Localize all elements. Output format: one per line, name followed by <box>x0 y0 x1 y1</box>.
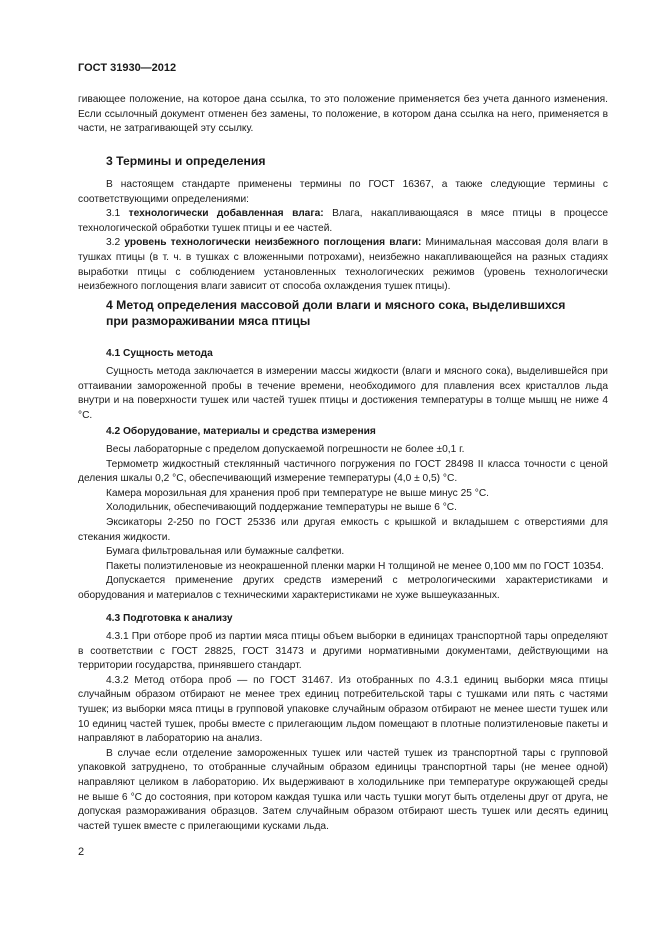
section-4-heading-line2: при размораживании мяса птицы <box>106 314 311 328</box>
section-4-1-heading: 4.1 Сущность метода <box>106 348 213 359</box>
section-4-2-heading: 4.2 Оборудование, материалы и средства измерения <box>106 426 376 437</box>
clause-4-3-1: 4.3.1 При отборе проб из партии мяса птицы объем выборки в единицах транспортной тары определяют в соответствии с ГОСТ 28825, ГОСТ 31473 и другими нормативными документами, действующими на территории государства, принявшего стандарт. <box>78 631 608 672</box>
equipment-item: Холодильник, обеспечивающий поддержание температуры не выше 6 °С. <box>106 502 457 514</box>
section-4-1-text: Сущность метода заключается в измерении массы жидкости (влаги и мясного сока), выделившейся при оттаивании замороженной пробы в течение времени, необходимого для плавления всех кристаллов льда внутри и на поверхности тушек или частей тушек птицы и достижения температуры в толще мышц не ниже 4 °С. <box>78 366 608 421</box>
term-3-1 <box>78 207 608 236</box>
section-3-heading: 3 Термины и определения <box>106 154 266 168</box>
section-3-body <box>78 178 608 295</box>
term-3-1-term: технологически добавленная влага: <box>128 208 324 220</box>
clause-4-3-2-continuation: В случае если отделение замороженных тушек или частей тушек из транспортной тары с групповой упаковкой затруднено, то отобранные случайным образом единицы транспортной тары (не менее одной) направляют целиком в лабораторию. Их выдерживают в холодильнике при температуре окружающей среды не выше 6 °С до состояния, при котором каждая тушка или часть тушки могут быть отделены друг от друга, не допуская размораживания образцов. Затем случайным образом отбирают шесть тушек или десять единиц частей тушек вместе с прилегающими кусками льда. <box>78 747 608 832</box>
section-4-3-heading: 4.3 Подготовка к анализу <box>106 613 233 624</box>
term-3-1-definition: Влага, накапливающаяся в мясе птицы в процессе технологической обработки тушек птицы и ее частей. <box>78 208 608 234</box>
equipment-item: Бумага фильтровальная или бумажные салфетки. <box>106 546 345 558</box>
equipment-item: Термометр жидкостный стеклянный частичного погружения по ГОСТ 28498 II класса точности с ценой деления шкалы 0,2 °С, обеспечивающий измерение температуры (4,0 ± 0,5) °С. <box>78 458 608 485</box>
term-3-2-definition: Минимальная массовая доля влаги в тушках птицы (в т. ч. в тушках с вложенными потрохами), неизбежно накапливающейся на разных стадиях выработки птицы с соблюдением установленных технологических режимов (уровень технологически неизбежного поглощения влаги зависит от способа охлаждения тушек птицы). <box>78 237 608 293</box>
page-number: 2 <box>78 846 85 858</box>
term-3-2-term: уровень технологически неизбежного поглощения влаги: <box>124 237 422 249</box>
section-4-1-body <box>78 365 608 423</box>
continuation-text <box>78 93 608 137</box>
term-3-1-number: 3.1 <box>106 208 129 220</box>
equipment-item: Камера морозильная для хранения проб при температуре не выше минус 25 °С. <box>106 487 490 499</box>
equipment-item: Пакеты полиэтиленовые из неокрашенной пленки марки Н толщиной не менее 0,100 мм по ГОСТ 10354. <box>106 560 604 572</box>
section-4-2-body <box>78 443 608 604</box>
continuation-paragraph: гивающее положение, на которое дана ссылка, то это положение применяется без учета данного изменения. Если ссылочный документ отменен без замены, то положение, в котором дана ссылка на него, применяется в части, не затрагивающей эту ссылку. <box>78 94 608 135</box>
clause-4-3-2: 4.3.2 Метод отбора проб — по ГОСТ 31467. Из отобранных по 4.3.1 единиц выборки мяса птицы случайным образом отбирают не менее трех единиц потребительской тары с тушками или пять с частями тушек; из выборки мяса птицы в групповой упаковке случайным образом отбирают не менее шести тушек или 10 единиц частей тушек, пробы вместе с прилегающим льдом помещают в плотные полиэтиленовые пакеты и направляют в лабораторию на анализ. <box>78 674 608 745</box>
equipment-item: Весы лабораторные с пределом допускаемой погрешности не более ±0,1 г. <box>106 444 465 455</box>
term-3-2 <box>78 236 608 294</box>
document-header: ГОСТ 31930—2012 <box>78 62 177 74</box>
term-3-2-number: 3.2 <box>106 237 125 249</box>
section-4-3-body <box>78 630 608 834</box>
section-4-heading <box>106 297 565 329</box>
section-3-intro: В настоящем стандарте применены термины по ГОСТ 16367, а также следующие термины с соответствующими определениями: <box>78 179 608 205</box>
section-4-heading-line1: 4 Метод определения массовой доли влаги и мясного сока, выделившихся <box>106 298 566 312</box>
equipment-item: Эксикаторы 2-250 по ГОСТ 25336 или другая емкость с крышкой и вкладышем с отверстиями для стекания жидкости. <box>78 516 608 543</box>
equipment-item: Допускается применение других средств измерений с метрологическими характеристиками и оборудования и материалов с техническими характеристиками не хуже вышеуказанных. <box>78 575 608 601</box>
